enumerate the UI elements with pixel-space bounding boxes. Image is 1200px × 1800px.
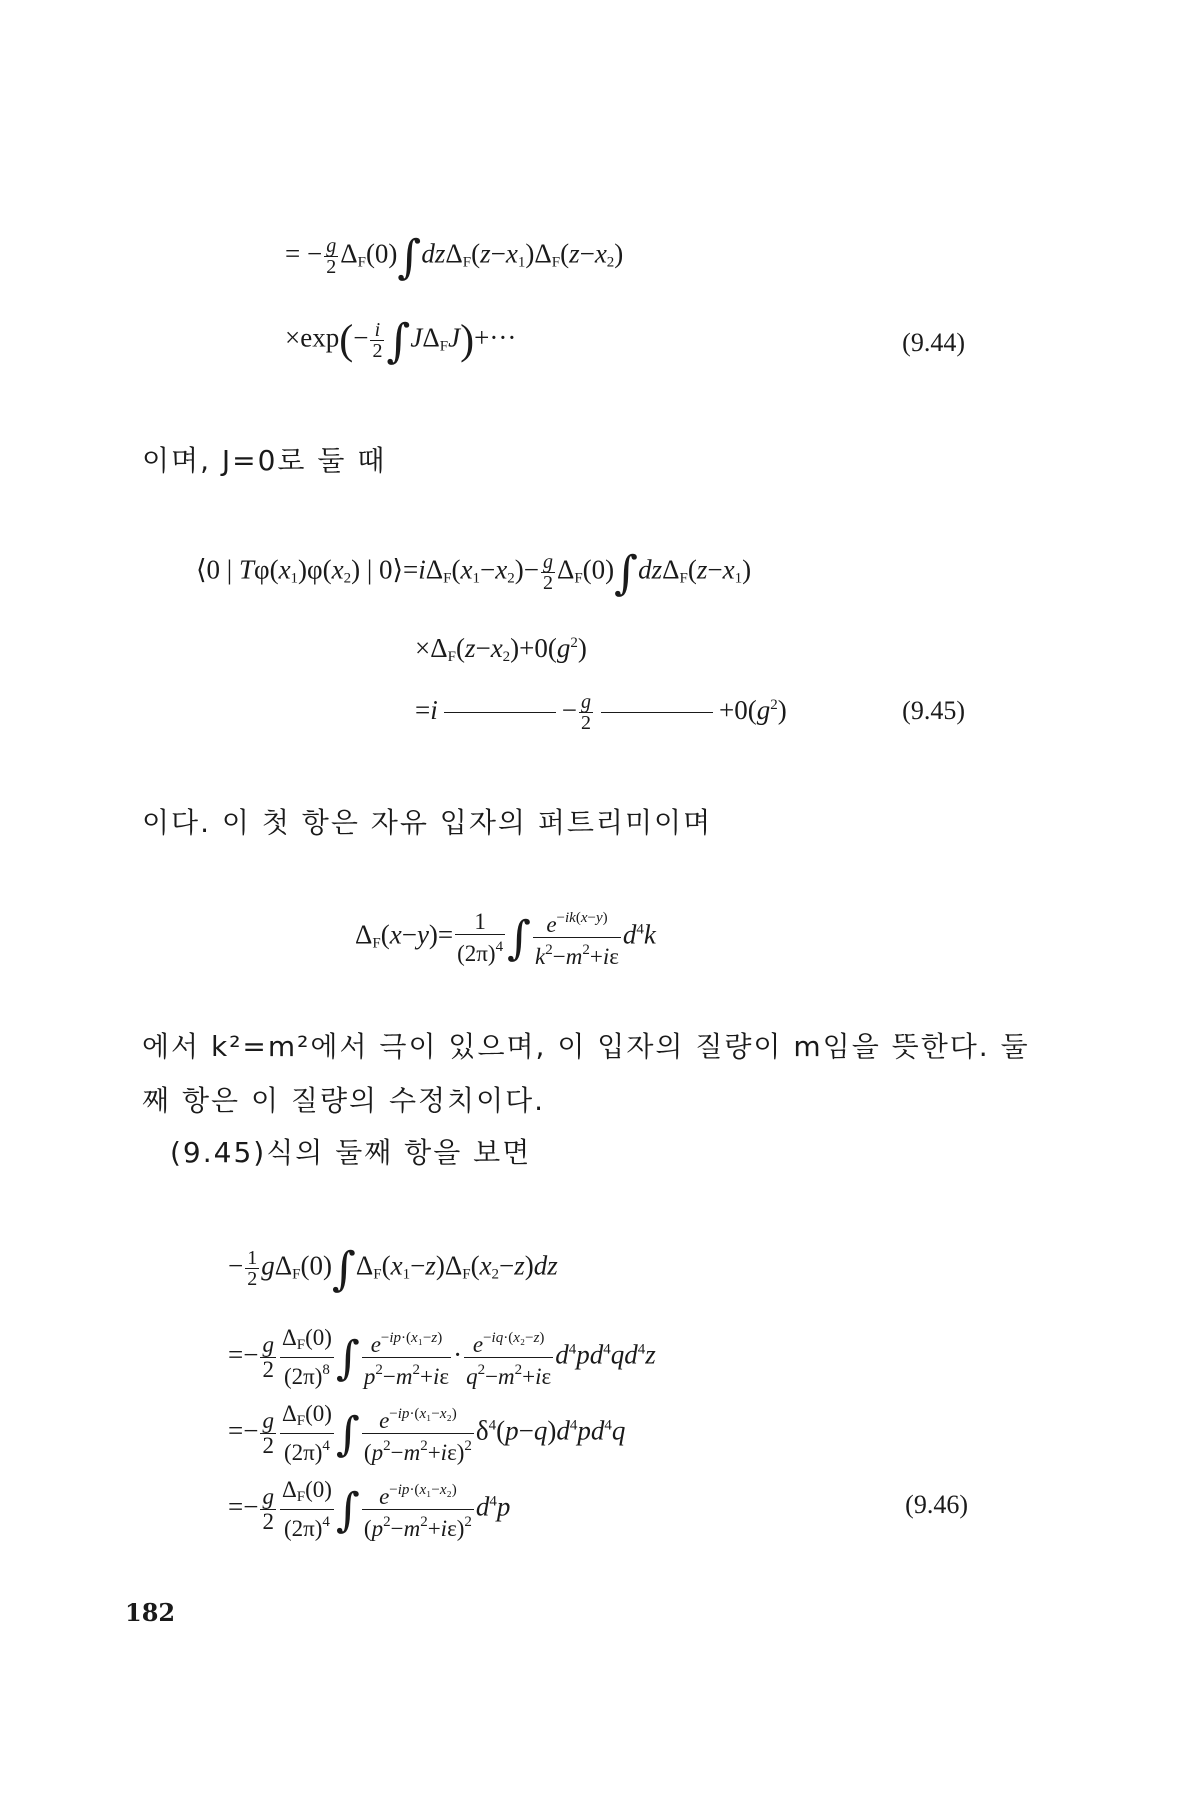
equation-9-46-line-4: =− $\frac{g}{2}$ $\frac{\Delta_F(0)}{(2\pi)^4}$ ∫ $\frac{e^{-ip\cdot(x_1-x_2)}}{(p^2-m^2+i\varepsilon)^2}$ $d^4p$ (9.46) xyxy=(228,1477,968,1541)
blank-diagram-1 xyxy=(444,712,556,713)
equation-number-9-46: (9.46) xyxy=(905,1490,968,1519)
paragraph-1: 이며, J=0로 둘 때 xyxy=(142,444,387,477)
equation-9-45-line-1: ⟨0 | $T\varphi(x_1)\varphi(x_2)$ | $0⟩=i\Delta_F(x_1-x_2)-$ $\frac{g}{2}$ $\Delta_F(0)\int dz\Delta_F(z-x_1)$ xyxy=(196,545,752,600)
paragraph-3-line-2: 째 항은 이 질량의 수정치이다. xyxy=(142,1084,546,1117)
equation-9-46-line-1: − $\frac{1}{2}$ $g\Delta_F(0)\int\Delta_F(x_1-z)\Delta_F(x_2-z)dz$ xyxy=(228,1241,558,1296)
equation-9-44-line-1: = − $\frac{g}{2}$ $\Delta_F(0)\int dz\Delta_F(z-x_1)\Delta_F(z-x_2)$ xyxy=(285,229,624,284)
paragraph-2: 이다. 이 첫 항은 자유 입자의 퍼트리미이며 xyxy=(142,806,713,839)
page-number: 182 xyxy=(125,1598,176,1627)
equation-number-9-44: (9.44) xyxy=(902,328,965,357)
equation-9-45-line-2: $\times\Delta_F(z-x_2)+0(g^2)$ xyxy=(415,633,587,665)
paragraph-4: (9.45)식의 둘째 항을 보면 xyxy=(170,1136,532,1169)
equation-9-46-line-2: =− $\frac{g}{2}$ $\frac{\Delta_F(0)}{(2\pi)^8}$ ∫ $\frac{e^{-ip\cdot(x_1-z)}}{p^2-m^2+i\varepsilon}$ · $\frac{e^{-iq\cdot(x_2-z)}}{q^2-m^2+i\varepsilon}$ $d^4pd^4qd^4z$ xyxy=(228,1325,656,1389)
blank-diagram-2 xyxy=(601,712,713,713)
paragraph-3-line-1: 에서 k²=m²에서 극이 있으며, 이 입자의 질량이 m임을 뜻한다. 둘 xyxy=(142,1030,1030,1063)
propagator-equation: $\Delta_F(x-y)=$ $\frac{1}{(2\pi)^4}$ ∫ $\frac{e^{-ik(x-y)}}{k^2-m^2+i\varepsilon}$ $d^4k$ xyxy=(355,908,656,969)
equation-number-9-45: (9.45) xyxy=(902,696,965,725)
equation-9-44-line-2: ×exp(− $\frac{i}{2}$ $\int J\Delta_FJ)+\cdot\cdot\cdot$ (9.44) xyxy=(285,313,965,368)
equation-9-45-line-3: =i − $\frac{g}{2}$ $+0(g^2)$ (9.45) xyxy=(415,691,965,735)
equation-9-46-line-3: =− $\frac{g}{2}$ $\frac{\Delta_F(0)}{(2\pi)^4}$ ∫ $\frac{e^{-ip\cdot(x_1-x_2)}}{(p^2-m^2+i\varepsilon)^2}$ $\delta^4(p-q)d^4pd^4q$ xyxy=(228,1401,626,1465)
